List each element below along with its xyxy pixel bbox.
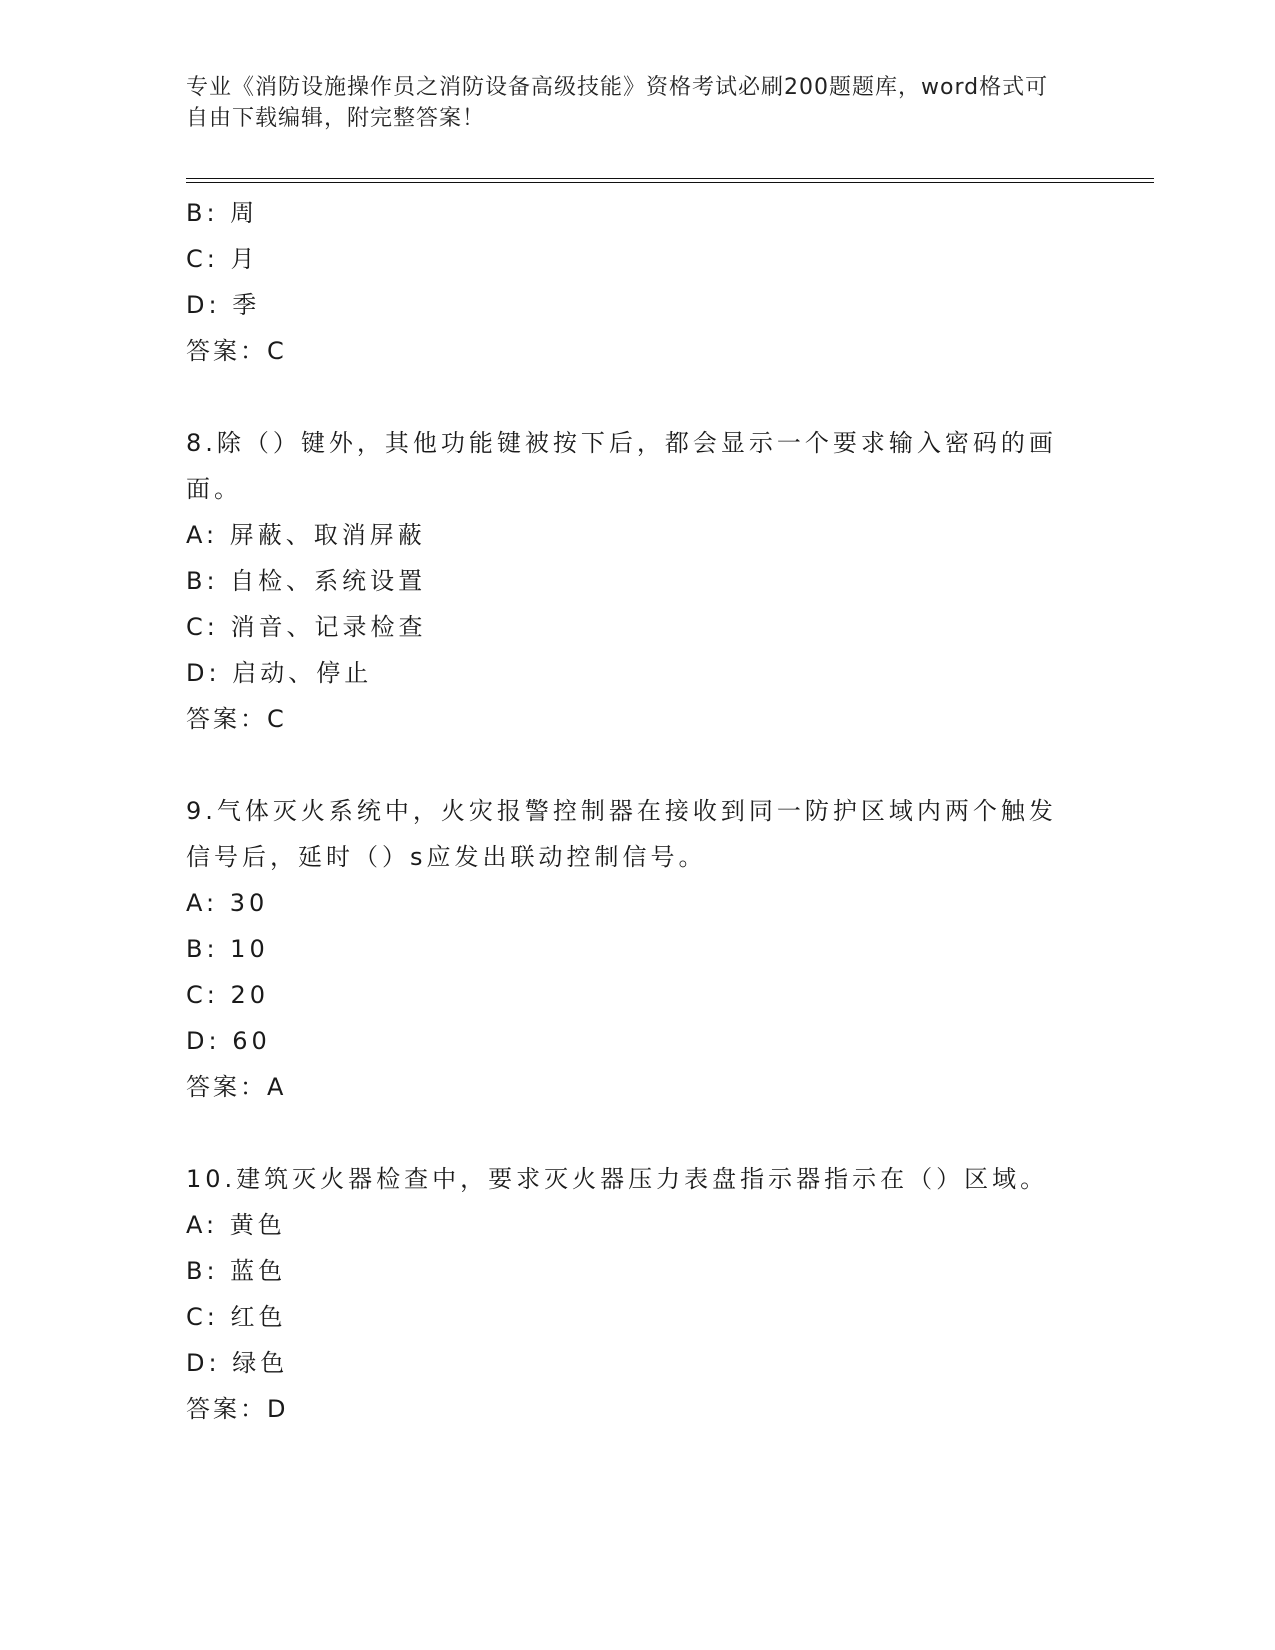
header-rule-bottom: [186, 182, 1154, 183]
answer-line: 答案：D: [186, 1395, 289, 1423]
question-content: [186, 190, 1066, 1432]
option-c: C: 红色: [186, 1303, 287, 1331]
document-header: 专业《消防设施操作员之消防设备高级技能》资格考试必刷200题题库，word格式可自由下载编辑，附完整答案！: [186, 75, 1049, 131]
option-d: D: 启动、停止: [186, 659, 373, 687]
option-b: B: 自检、系统设置: [186, 567, 427, 595]
option-a: A: 黄色: [186, 1211, 286, 1239]
answer-line: 答案：C: [186, 705, 287, 733]
option-c: C: 20: [186, 981, 270, 1009]
question-text: 9.气体灭火系统中，火灾报警控制器在接收到同一防护区域内两个触发信号后，延时（）s应发出联动控制信号。: [186, 797, 1057, 871]
option-b: B: 10: [186, 935, 269, 963]
question-text: 10.建筑灭火器检查中，要求灭火器压力表盘指示器指示在（）区域。: [186, 1165, 1049, 1193]
option-b: B: 周: [186, 199, 259, 227]
option-d: D: 60: [186, 1027, 271, 1055]
spacer: [186, 374, 1066, 420]
question-7-continued: [186, 190, 1066, 374]
option-a: A: 屏蔽、取消屏蔽: [186, 521, 426, 549]
spacer: [186, 742, 1066, 788]
option-d: D: 季: [186, 291, 261, 319]
question-10: [186, 1156, 1066, 1432]
question-text: 8.除（）键外，其他功能键被按下后，都会显示一个要求输入密码的画面。: [186, 429, 1057, 503]
option-d: D: 绿色: [186, 1349, 289, 1377]
option-b: B: 蓝色: [186, 1257, 287, 1285]
question-9: [186, 788, 1066, 1110]
question-8: [186, 420, 1066, 742]
answer-line: 答案：A: [186, 1073, 287, 1101]
option-c: C: 月: [186, 245, 259, 273]
answer-line: 答案：C: [186, 337, 287, 365]
option-c: C: 消音、记录检查: [186, 613, 427, 641]
option-a: A: 30: [186, 889, 269, 917]
spacer: [186, 1110, 1066, 1156]
header-rule-top: [186, 178, 1154, 179]
